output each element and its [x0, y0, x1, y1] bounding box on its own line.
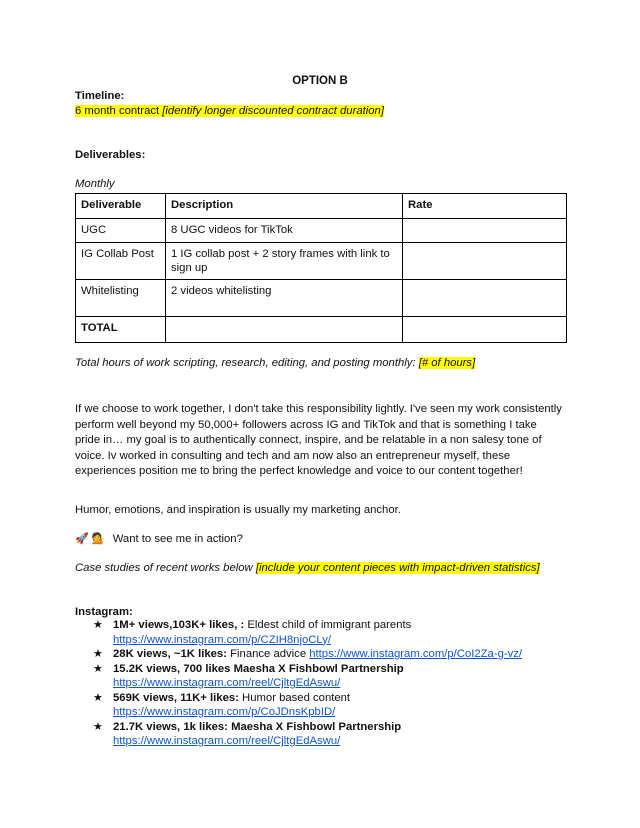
instagram-link[interactable]: https://www.instagram.com/p/CoI2Za-g-vz/: [309, 648, 523, 660]
star-bullet-icon: ★: [93, 662, 103, 675]
person-tipping-hand-icon: 💁: [91, 532, 106, 545]
table-cell: [403, 317, 567, 343]
list-item: [93, 662, 573, 691]
timeline-heading: Timeline:: [75, 90, 125, 102]
action-text: Want to see me in action?: [112, 533, 243, 545]
instagram-link[interactable]: https://www.instagram.com/reel/CjltgEdAswu/: [113, 735, 341, 747]
table-row: [76, 219, 567, 243]
table-cell: 2 videos whitelisting: [166, 280, 403, 317]
item-desc: Eldest child of immigrant parents: [244, 619, 412, 631]
header-rate: Rate: [403, 194, 567, 219]
action-line: [75, 532, 243, 547]
hours-line: [75, 356, 475, 371]
hours-text: Total hours of work scripting, research, editing, and posting monthly:: [75, 357, 419, 369]
timeline-note: [identify longer discounted contract duration]: [162, 105, 384, 117]
list-item: [93, 691, 573, 720]
deliverables-period: Monthly: [75, 178, 115, 190]
pitch-paragraph: If we choose to work together, I don't take this responsibility lightly. I've seen my work consistently perform well beyond my 50,000+ followers across IG and TikTok and that is something I take pride in… my goal is to authentically connect, inspire, and be relatable in a non salesy tone of voice. Iv worked in consulting and tech and am now also an entrepreneur myself, these experiences position me to bring the perfect knowledge and voice to our content together!: [75, 403, 562, 477]
rocket-icon: 🚀: [75, 532, 89, 545]
table-header-row: [76, 194, 567, 219]
instagram-link[interactable]: https://www.instagram.com/reel/CjltgEdAswu/: [113, 677, 341, 689]
table-cell: 1 IG collab post + 2 story frames with link to sign up: [166, 243, 403, 280]
list-item: [93, 618, 573, 647]
table-cell: [166, 317, 403, 343]
case-studies-line: [75, 561, 565, 576]
table-cell-total: TOTAL: [76, 317, 166, 343]
item-stats: 1M+ views,103K+ likes, :: [113, 619, 245, 631]
table-total-row: [76, 317, 567, 343]
item-stats: 569K views, 11K+ likes:: [113, 691, 239, 704]
item-stats: 15.2K views, 700 likes Maesha X Fishbowl Partnership: [113, 662, 404, 675]
anchor-line: Humor, emotions, and inspiration is usually my marketing anchor.: [75, 504, 401, 516]
case-studies-text: Case studies of recent works below: [75, 562, 256, 574]
table-row: [76, 280, 567, 317]
table-cell: UGC: [76, 219, 166, 243]
table-cell: [403, 219, 567, 243]
deliverables-table: [75, 193, 567, 343]
instagram-link[interactable]: https://www.instagram.com/p/CoJDnsKpbID/: [113, 706, 336, 718]
star-bullet-icon: ★: [93, 648, 103, 660]
timeline-text: 6 month contract: [75, 105, 163, 117]
item-desc: Humor based content: [238, 691, 351, 704]
list-item: [93, 720, 573, 749]
header-deliverable: Deliverable: [76, 194, 166, 219]
item-desc: Finance advice: [226, 648, 310, 660]
star-bullet-icon: ★: [93, 691, 103, 704]
star-bullet-icon: ★: [93, 720, 103, 733]
instagram-heading: Instagram:: [75, 606, 133, 618]
hours-note: [# of hours]: [418, 357, 476, 369]
header-description: Description: [166, 194, 403, 219]
deliverables-heading: Deliverables:: [75, 149, 146, 161]
item-stats: 28K views, ~1K likes:: [113, 648, 227, 660]
table-row: [76, 243, 567, 280]
page-title: OPTION B: [292, 75, 348, 87]
list-item: [93, 647, 573, 662]
table-cell: [403, 243, 567, 280]
item-stats: 21.7K views, 1k likes: Maesha X Fishbowl Partnership: [113, 720, 402, 733]
instagram-link[interactable]: https://www.instagram.com/p/CZIH8njoCLy/: [113, 633, 332, 646]
table-cell: Whitelisting: [76, 280, 166, 317]
table-cell: [403, 280, 567, 317]
timeline-line: [75, 104, 384, 119]
table-cell: IG Collab Post: [76, 243, 166, 280]
star-bullet-icon: ★: [93, 619, 103, 631]
instagram-list: [93, 618, 573, 749]
case-studies-note: [include your content pieces with impact-driven statistics]: [255, 562, 540, 574]
table-cell: 8 UGC videos for TikTok: [166, 219, 403, 243]
